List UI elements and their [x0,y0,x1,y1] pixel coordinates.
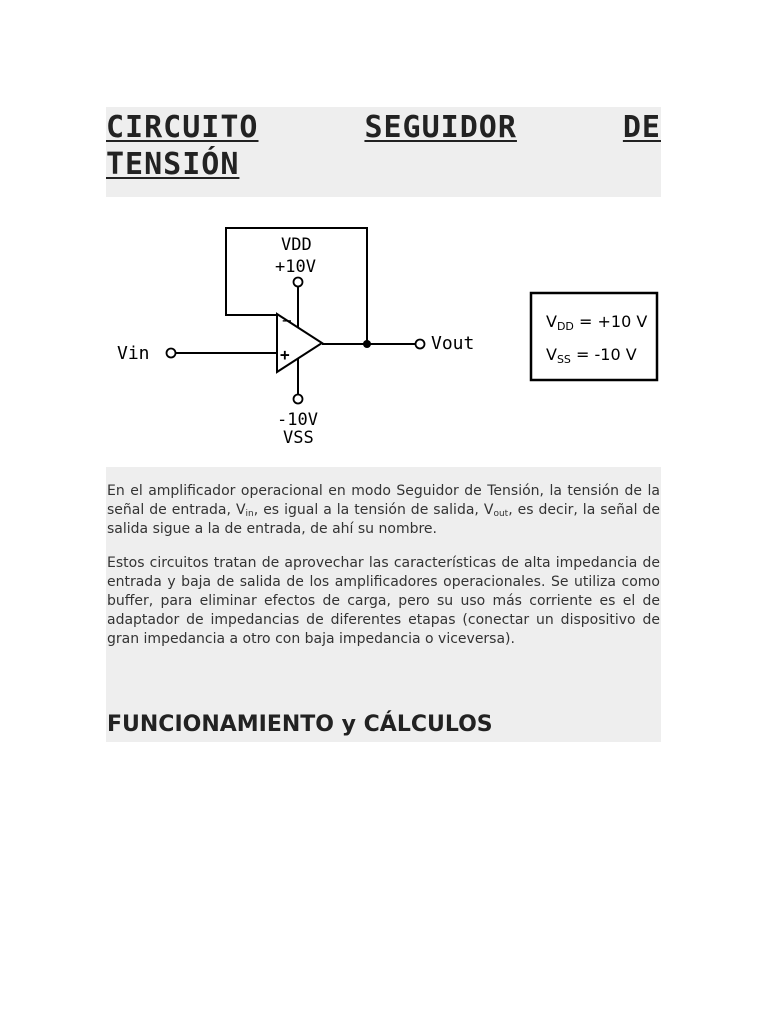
vss-eq-main: V [546,345,557,364]
p1-part3: , es decir, la señal de salida sigue a la de entrada, de ahí su nombre. [107,502,661,537]
vdd-eq-main: V [546,312,557,331]
circuit-figure [106,197,661,467]
vss-eq-sub: SS [556,353,571,366]
title-word-2: SEGUIDOR [364,110,517,145]
vdd-eq-value: = +10 V [573,312,648,331]
vss-label: VSS [283,428,314,448]
vdd-label: VDD [281,235,312,255]
junction-dot [363,340,371,348]
vss-equation [546,345,637,366]
vdd-eq-sub: DD [556,320,574,333]
vin-terminal [167,349,176,358]
minus-sign: − [282,311,292,330]
section-heading: FUNCIONAMIENTO y CÁLCULOS [107,712,493,737]
vss-eq-value: = -10 V [570,345,637,364]
values-box [531,293,657,380]
p1-part1: En el amplificador operacional en modo Seguidor de Tensión, la tensión de la señal de entrada, V [107,483,660,518]
paragraph-2: Estos circuitos tratan de aprovechar las características de alta impedancia de entrada y baja de salida de los amplificadores operacionales. Se utiliza como buffer, para eliminar efectos de carga, pero su uso más corriente es el de adaptador de impedancias de diferentes etapas (conectar un dispositivo de gran impedancia a otro con baja impedancia o viceversa). [107,555,660,647]
vin-label: Vin [117,343,150,364]
vout-label: Vout [431,333,475,354]
voltage-follower-schematic [106,197,661,467]
vss-terminal [294,395,303,404]
text-block [106,467,661,742]
p1-sub-out: out [493,509,509,519]
p1-sub-in: in [245,509,254,519]
vout-terminal [416,340,425,349]
vss-value: -10V [277,410,318,430]
vdd-equation [546,312,647,333]
plus-sign: + [280,345,290,364]
title-word-3: DE [622,110,661,145]
vdd-terminal [294,278,303,287]
title-block [106,107,661,197]
paragraph-1 [107,482,660,539]
page-title-line-1 [106,110,661,145]
vdd-value: +10V [275,257,316,277]
title-word-1: CIRCUITO [106,110,259,145]
p1-part2: , es igual a la tensión de salida, V [253,502,494,518]
page-title-line-2: TENSIÓN [106,147,240,182]
